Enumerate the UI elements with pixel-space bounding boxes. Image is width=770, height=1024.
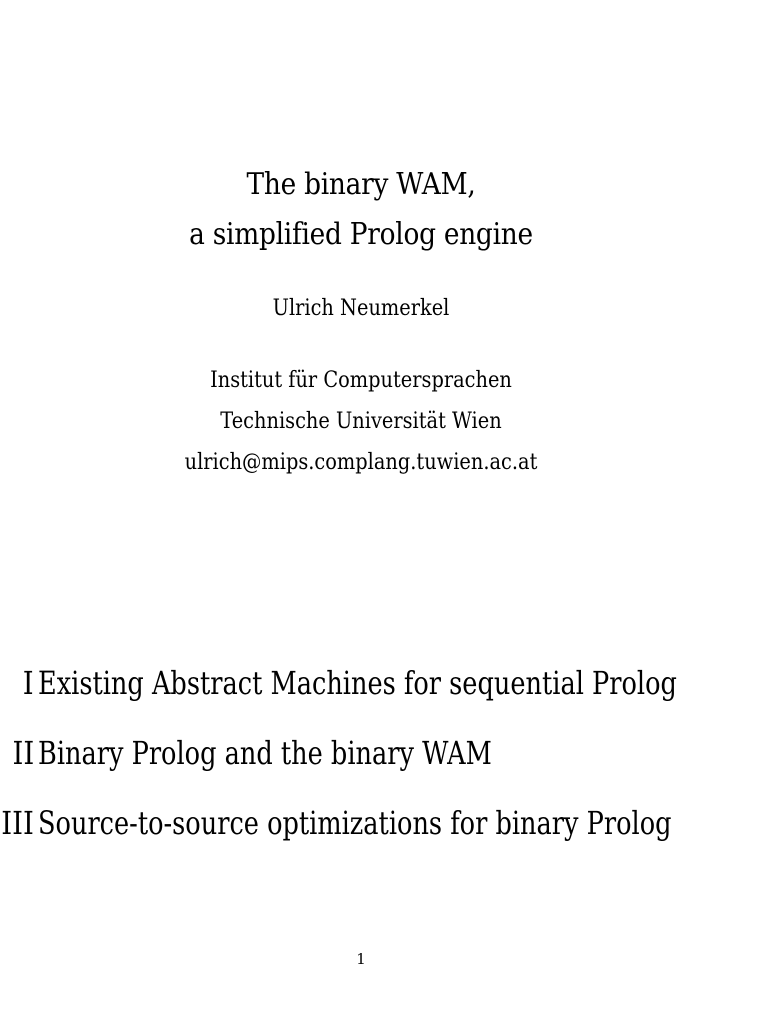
outline-item — [0, 734, 770, 804]
affiliation-block — [0, 360, 722, 483]
title-line-2: a simplified Prolog engine — [189, 217, 533, 252]
outline-item — [0, 804, 770, 874]
outline-numeral: I — [23, 664, 34, 702]
title-block — [0, 160, 722, 260]
outline-text: Binary Prolog and the binary WAM — [38, 734, 492, 772]
outline-item — [0, 664, 770, 734]
university-name: Technische Universität Wien — [220, 409, 502, 434]
institute-name: Institut für Computersprachen — [210, 368, 512, 393]
page-number: 1 — [356, 950, 366, 968]
outline-list — [0, 664, 770, 874]
author-name: Ulrich Neumerkel — [272, 296, 450, 321]
outline-text: Existing Abstract Machines for sequential Prolog — [38, 664, 677, 702]
title-line-1: The binary WAM, — [246, 167, 476, 202]
outline-text: Source-to-source optimizations for binary Prolog — [38, 804, 672, 842]
outline-numeral: II — [12, 734, 34, 772]
email-address: ulrich@mips.complang.tuwien.ac.at — [184, 450, 538, 475]
outline-numeral: III — [1, 804, 34, 842]
